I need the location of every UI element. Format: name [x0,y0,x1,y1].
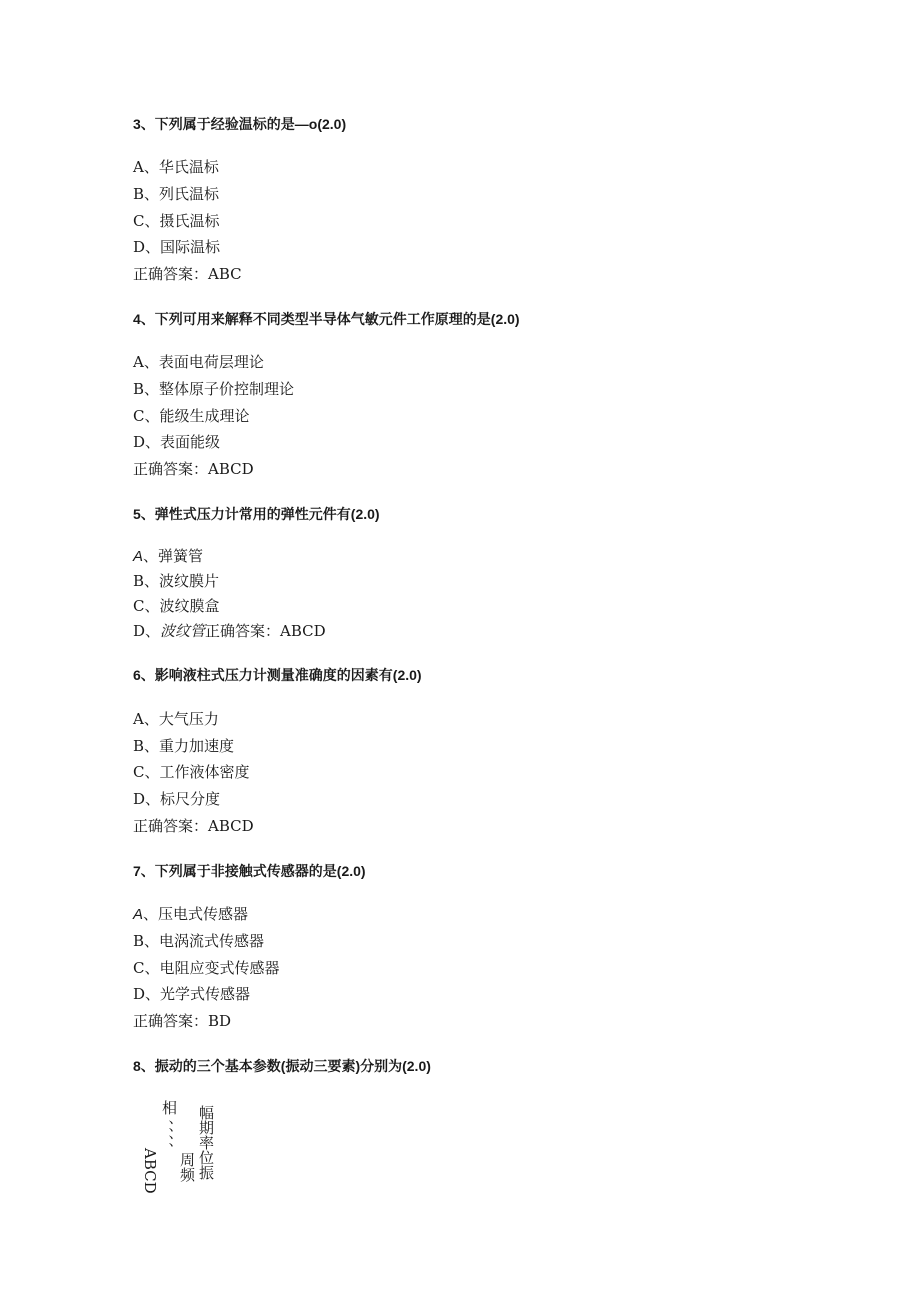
question-8-title: 8、振动的三个基本参数(振动三要素)分别为(2.0) [133,1058,431,1074]
question-5-title: 5、弹性式压力计常用的弹性元件有(2.0) [133,506,380,522]
question-5-option-d [133,621,326,641]
question-3-title: 3、下列属于经验温标的是—o(2.0) [133,116,347,132]
question-4-option-a: A、表面电荷层理论 [133,353,264,371]
question-6-option-b: B、重力加速度 [133,737,235,755]
question-3-option-c: C、摄氏温标 [133,212,220,230]
question-7-option-a [133,904,248,925]
question-6-title: 6、影响液柱式压力计测量准确度的因素有(2.0) [133,667,422,683]
question-5-option-d-prefix: D、 [133,622,161,640]
question-4-option-d: D、表面能级 [133,433,221,451]
question-6-answer: 正确答案：ABCD [133,817,254,835]
question-5-answer: 正确答案：ABCD [205,622,326,640]
question-7-option-b: B、电涡流式传感器 [133,932,265,950]
question-3-answer: 正确答案：ABC [133,265,242,283]
question-7-option-c: C、电阻应变式传感器 [133,959,280,977]
question-3-option-b: B、列氏温标 [133,185,220,203]
question-8-vertical-letters: ABCD [141,1148,159,1194]
question-8-vertical-period: 周频 [178,1152,196,1182]
question-7-answer: 正确答案：BD [133,1012,232,1030]
question-6-option-c: C、工作液体密度 [133,763,250,781]
question-8-vertical-terms: 幅期率位振 [197,1105,215,1180]
question-5-option-a-letter: A [133,548,144,565]
question-7-option-d: D、光学式传感器 [133,985,251,1003]
question-3-option-d: D、国际温标 [133,238,221,256]
question-8-vertical-separators: 、、、、 [157,1120,175,1158]
question-3-option-a: A、华氏温标 [133,158,219,176]
question-7-title: 7、下列属于非接触式传感器的是(2.0) [133,863,366,879]
question-8-vertical-phase: 相 [160,1100,178,1115]
question-5-option-a [133,546,203,567]
question-6-option-d: D、标尺分度 [133,790,221,808]
question-4-answer: 正确答案：ABCD [133,460,254,478]
question-4-title: 4、下列可用来解释不同类型半导体气敏元件工作原理的是(2.0) [133,311,520,327]
question-5-option-a-text: 、弹簧管 [143,547,204,565]
question-4-option-c: C、能级生成理论 [133,407,250,425]
question-7-option-a-text: 、压电式传感器 [143,905,249,923]
question-7-option-a-letter: A [133,906,144,923]
question-6-option-a: A、大气压力 [133,710,219,728]
question-5-option-b: B、波纹膜片 [133,572,220,590]
question-5-option-d-text: 波纹管 [160,622,206,640]
question-5-option-c: C、波纹膜盒 [133,597,220,615]
question-4-option-b: B、整体原子价控制理论 [133,380,295,398]
